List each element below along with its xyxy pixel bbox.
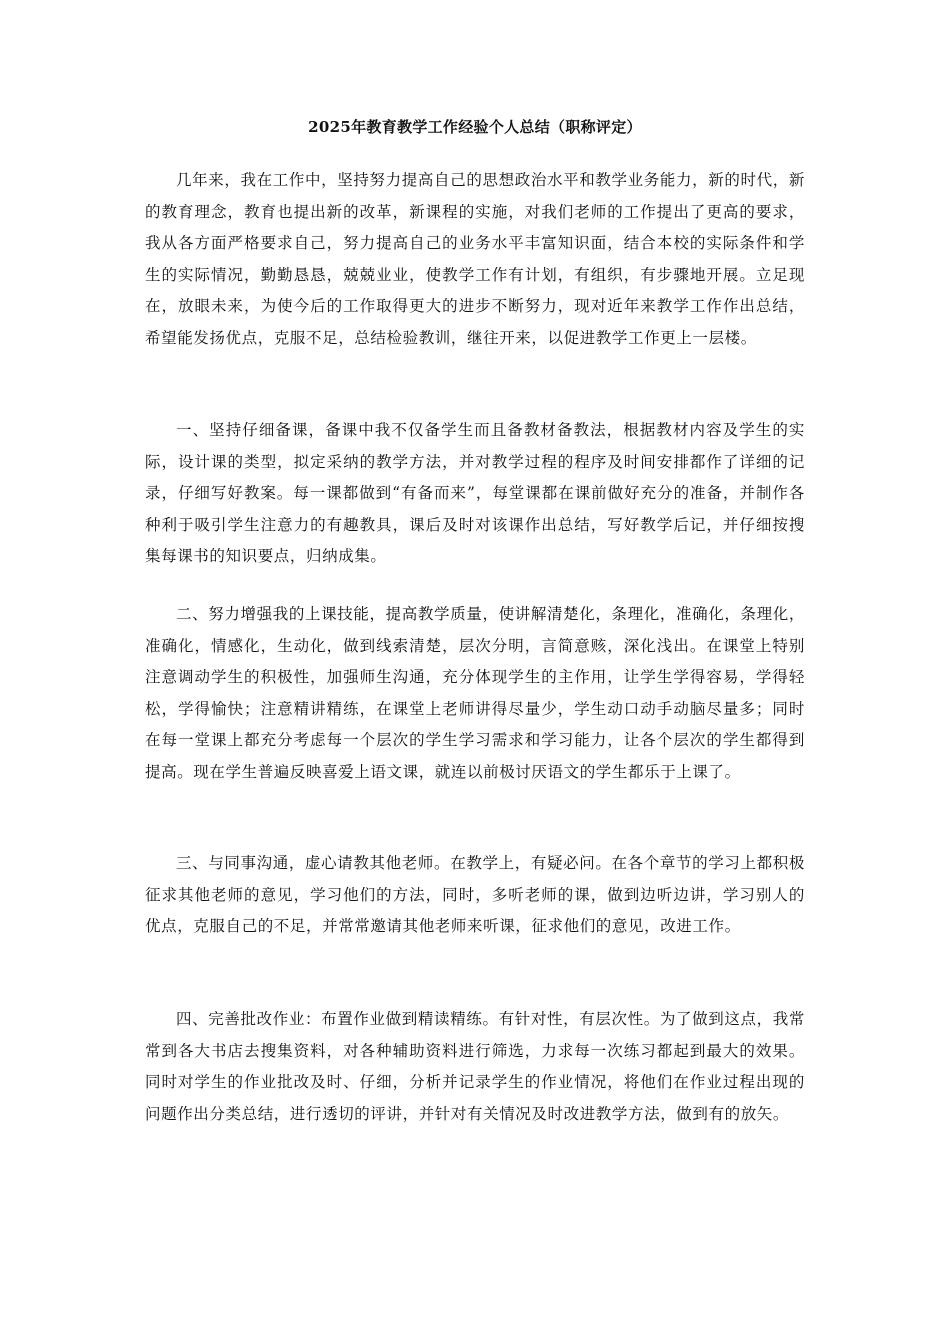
paragraph-colleague-communication (145, 848, 805, 943)
document-title: 2025年教育教学工作经验个人总结（职称评定） (308, 118, 642, 136)
paragraph-homework-correction (145, 1004, 805, 1130)
paragraph-text: 几年来，我在工作中，坚持努力提高自己的思想政治水平和教学业务能力，新的时代，新的教育理念，教育也提出新的改革，新课程的实施，对我们老师的工作提出了更高的要求，我从各方面严格要求自己，努力提高自己的业务水平丰富知识面，结合本校的实际条件和学生的实际情况，勤勤恳恳，兢兢业业，使教学工作有计划，有组织，有步骤地开展。立足现在，放眼未来，为使今后的工作取得更大的进步不断努力，现对近年来教学工作作出总结，希望能发扬优点，克服不足，总结检验教训，继往开来，以促进教学工作更上一层楼。 (145, 171, 805, 347)
paragraph-text: 二、努力增强我的上课技能，提高教学质量，使讲解清楚化，条理化，准确化，条理化，准确化，情感化，生动化，做到线索清楚，层次分明，言简意赅，深化浅出。在课堂上特别注意调动学生的积极性，加强师生沟通，充分体现学生的主作用，让学生学得容易，学得轻松，学得愉快；注意精讲精练，在课堂上老师讲得尽量少，学生动口动手动脑尽量多；同时在每一堂课上都充分考虑每一个层次的学生学习需求和学习能力，让各个层次的学生都得到提高。现在学生普遍反映喜爱上语文课，就连以前极讨厌语文的学生都乐于上课了。 (145, 605, 805, 781)
paragraph-lesson-preparation (145, 415, 805, 573)
paragraph-text: 一、坚持仔细备课，备课中我不仅备学生而且备教材备教法，根据教材内容及学生的实际，设计课的类型，拟定采纳的教学方法，并对教学过程的程序及时间安排都作了详细的记录，仔细写好教案。每一课都做到“有备而来”，每堂课都在课前做好充分的准备，并制作各种利于吸引学生注意力的有趣教具，课后及时对该课作出总结，写好教学后记，并仔细按搜集每课书的知识要点，归纳成集。 (145, 421, 805, 565)
paragraph-text: 三、与同事沟通，虚心请教其他老师。在教学上，有疑必问。在各个章节的学习上都积极征求其他老师的意见，学习他们的方法，同时，多听老师的课，做到边听边讲，学习别人的优点，克服自己的不足，并常常邀请其他老师来听课，征求他们的意见，改进工作。 (145, 854, 805, 935)
paragraph-teaching-skills (145, 599, 805, 788)
paragraph-text: 四、完善批改作业：布置作业做到精读精练。有针对性，有层次性。为了做到这点，我常常到各大书店去搜集资料，对各种辅助资料进行筛选，力求每一次练习都起到最大的效果。同时对学生的作业批改及时、仔细，分析并记录学生的作业情况，将他们在作业过程出现的问题作出分类总结，进行透切的评讲，并针对有关情况及时改进教学方法，做到有的放矢。 (145, 1010, 805, 1123)
paragraph-intro (145, 165, 805, 354)
